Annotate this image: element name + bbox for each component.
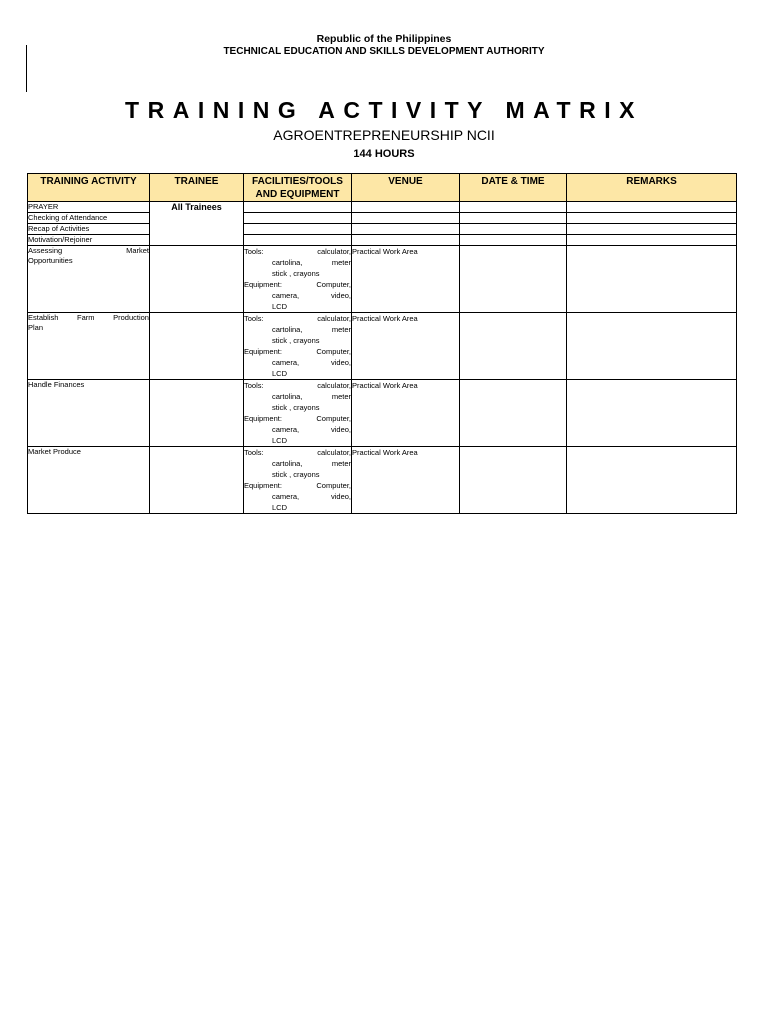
tools-label: Tools:	[244, 381, 264, 390]
empty-cell	[244, 202, 352, 213]
remarks-cell	[567, 447, 737, 514]
tools-item: cartolina,	[272, 459, 303, 468]
equipment-item: camera,	[272, 425, 300, 434]
remarks-cell	[567, 380, 737, 447]
activity-cell: PRAYER	[28, 202, 150, 213]
empty-cell	[460, 213, 567, 224]
activity-cell	[28, 447, 150, 514]
empty-cell	[567, 235, 737, 246]
activity-cell	[28, 246, 150, 313]
tools-item: calculator,	[317, 381, 351, 390]
activity-cell	[28, 380, 150, 447]
tools-item: meter	[331, 392, 351, 401]
page-title: TRAINING ACTIVITY MATRIX	[125, 97, 643, 123]
table-row	[28, 380, 737, 447]
tools-item: meter	[331, 325, 351, 334]
date-time-cell	[460, 380, 567, 447]
activity-cell	[28, 313, 150, 380]
activity-word: Production	[113, 313, 149, 322]
tools-item: stick , crayons	[272, 269, 320, 278]
col-header-date-time: DATE & TIME	[460, 174, 567, 202]
equipment-item: video,	[330, 425, 351, 434]
empty-cell	[352, 224, 460, 235]
activity-line1: Market Produce	[28, 447, 81, 456]
facilities-cell	[244, 447, 352, 514]
equipment-item: Computer,	[316, 280, 351, 289]
empty-cell	[460, 224, 567, 235]
activity-word: Establish	[28, 313, 59, 322]
tools-label: Tools:	[244, 247, 264, 256]
tools-item: calculator,	[317, 448, 351, 457]
table-row	[28, 235, 737, 246]
col-header-activity: TRAINING ACTIVITY	[28, 174, 150, 202]
equipment-item: camera,	[272, 492, 300, 501]
table-row	[28, 313, 737, 380]
program-title: AGROENTREPRENEURSHIP NCII	[273, 127, 495, 143]
tools-item: stick , crayons	[272, 336, 320, 345]
facilities-cell	[244, 380, 352, 447]
date-time-cell	[460, 447, 567, 514]
equipment-label: Equipment:	[244, 347, 282, 356]
trainee-cell	[150, 380, 244, 447]
trainee-cell	[150, 313, 244, 380]
equipment-item: LCD	[272, 503, 288, 512]
tools-item: cartolina,	[272, 325, 303, 334]
equipment-item: video,	[330, 358, 351, 367]
empty-cell	[352, 235, 460, 246]
program-hours: 144 HOURS	[353, 148, 415, 160]
tools-label: Tools:	[244, 314, 264, 323]
country-header: Republic of the Philippines	[316, 33, 452, 45]
empty-cell	[244, 224, 352, 235]
empty-cell	[567, 202, 737, 213]
table-row	[28, 213, 737, 224]
tools-item: meter	[331, 258, 351, 267]
activity-line1: Handle Finances	[28, 380, 85, 389]
activity-word: Market	[126, 246, 149, 255]
table-header-row	[28, 174, 737, 202]
venue-cell: Practical Work Area	[352, 313, 460, 380]
tools-item: stick , crayons	[272, 470, 320, 479]
empty-cell	[567, 213, 737, 224]
venue-cell: Practical Work Area	[352, 246, 460, 313]
empty-cell	[352, 213, 460, 224]
trainee-cell	[150, 447, 244, 514]
activity-cell: Motivation/Rejoiner	[28, 235, 150, 246]
equipment-item: video,	[330, 492, 351, 501]
training-matrix-table	[27, 173, 737, 514]
venue-cell: Practical Work Area	[352, 447, 460, 514]
equipment-item: camera,	[272, 358, 300, 367]
col-header-trainee: TRAINEE	[150, 174, 244, 202]
tools-item: stick , crayons	[272, 403, 320, 412]
col-header-remarks: REMARKS	[567, 174, 737, 202]
date-time-cell	[460, 246, 567, 313]
empty-cell	[244, 213, 352, 224]
empty-cell	[567, 224, 737, 235]
table-row	[28, 224, 737, 235]
equipment-item: camera,	[272, 291, 300, 300]
remarks-cell	[567, 246, 737, 313]
activity-cell: Recap of Activities	[28, 224, 150, 235]
tools-item: calculator,	[317, 247, 351, 256]
equipment-label: Equipment:	[244, 280, 282, 289]
empty-cell	[244, 235, 352, 246]
table-row	[28, 246, 737, 313]
tools-label: Tools:	[244, 448, 264, 457]
facilities-cell	[244, 313, 352, 380]
table-row	[28, 447, 737, 514]
table-row	[28, 202, 737, 213]
equipment-item: LCD	[272, 369, 288, 378]
activity-word: Assessing	[28, 246, 63, 255]
remarks-cell	[567, 313, 737, 380]
tools-item: calculator,	[317, 314, 351, 323]
tools-item: cartolina,	[272, 258, 303, 267]
tools-item: meter	[331, 459, 351, 468]
activity-line2: Opportunities	[28, 256, 73, 265]
trainee-cell	[150, 246, 244, 313]
date-time-cell	[460, 313, 567, 380]
facilities-cell	[244, 246, 352, 313]
agency-header: TECHNICAL EDUCATION AND SKILLS DEVELOPMENT AUTHORITY	[223, 46, 545, 57]
empty-cell	[460, 235, 567, 246]
activity-line2: Plan	[28, 323, 44, 332]
empty-cell	[352, 202, 460, 213]
equipment-item: LCD	[272, 436, 288, 445]
activity-cell: Checking of Attendance	[28, 213, 150, 224]
tools-item: cartolina,	[272, 392, 303, 401]
equipment-item: video,	[330, 291, 351, 300]
col-header-venue: VENUE	[352, 174, 460, 202]
col-header-facilities: FACILITIES/TOOLS AND EQUIPMENT	[244, 174, 352, 202]
trainee-cell: All Trainees	[150, 202, 244, 246]
equipment-item: LCD	[272, 302, 288, 311]
venue-cell: Practical Work Area	[352, 380, 460, 447]
equipment-item: Computer,	[316, 414, 351, 423]
equipment-label: Equipment:	[244, 481, 282, 490]
equipment-label: Equipment:	[244, 414, 282, 423]
equipment-item: Computer,	[316, 481, 351, 490]
empty-cell	[460, 202, 567, 213]
activity-word: Farm	[77, 313, 95, 322]
equipment-item: Computer,	[316, 347, 351, 356]
